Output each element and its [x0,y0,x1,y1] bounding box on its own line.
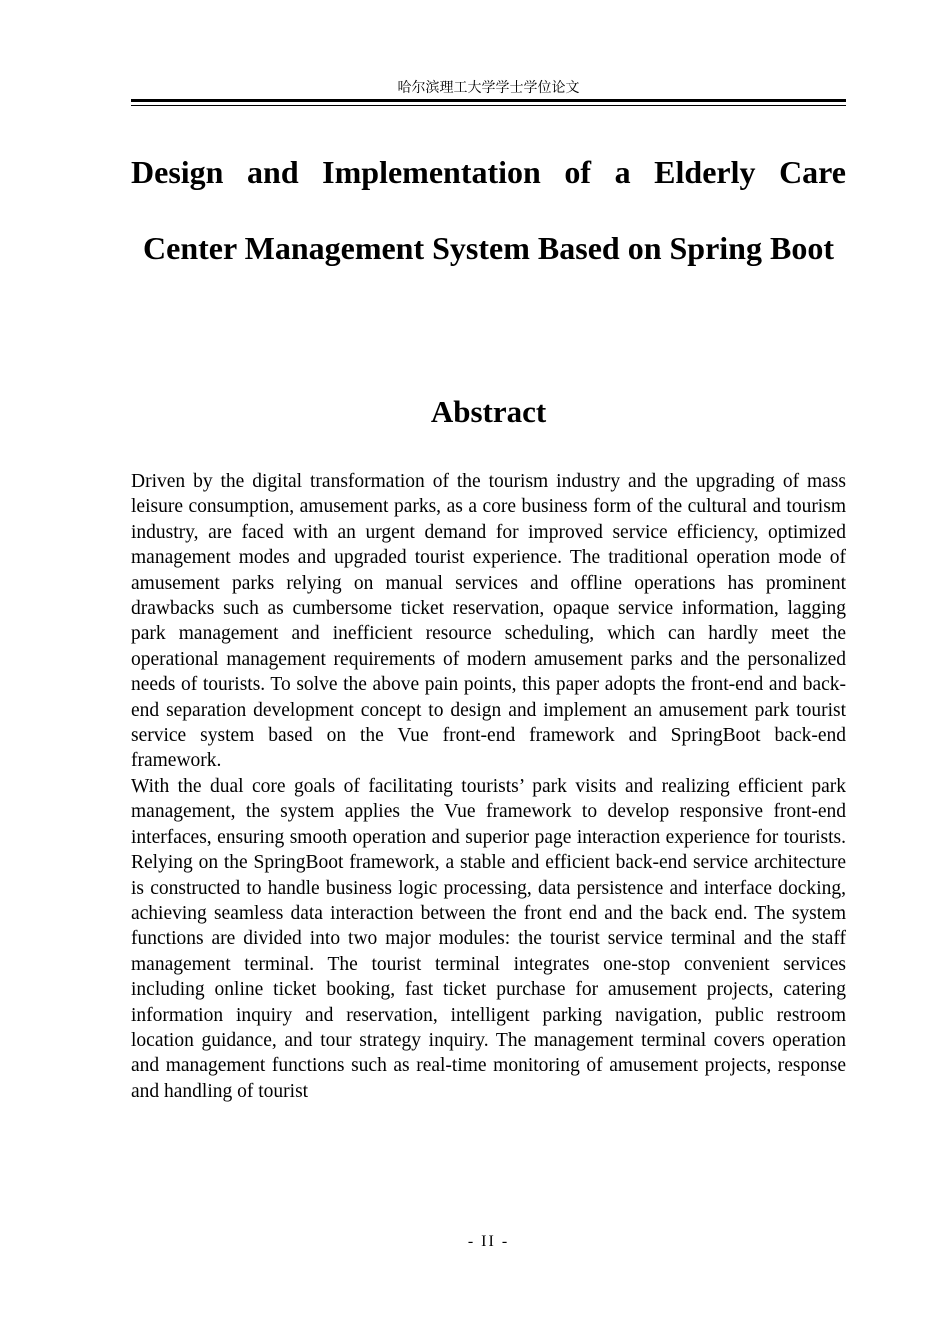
page-number: - II - [467,1233,510,1250]
abstract-heading: Abstract [430,394,547,429]
header-double-rule [131,99,846,106]
abstract-paragraph-2: With the dual core goals of facilitating tourists’ park visits and realizing efficient park management, the system applies the Vue framework to develop responsive front-end interfaces, ensuring smooth operation and superior page interaction experience for tourists. Relying on the SpringBoot framework, a stable and efficient back-end service architecture is constructed to handle business logic processing, data persistence and interface docking, achieving seamless data interaction between the front end and the back end. The system functions are divided into two major modules: the tourist service terminal and the staff management terminal. The tourist terminal integrates one-stop convenient services including online ticket booking, fast ticket purchase for amusement projects, catering information inquiry and reservation, intelligent parking navigation, public restroom location guidance, and tour strategy inquiry. The management terminal covers operation and management functions such as real-time monitoring of amusement projects, response and handling of tourist [131,775,846,1102]
thesis-title: Design and Implementation of a Elderly Care Center Management System Based on Spring Boot [131,154,846,266]
abstract-paragraph-1: Driven by the digital transformation of the tourism industry and the upgrading of mass leisure consumption, amusement parks, as a core business form of the cultural and tourism industry, are faced with an urgent demand for improved service efficiency, optimized management modes and upgraded tourist experience. The traditional operation mode of amusement parks relying on manual services and offline operations has prominent drawbacks such as cumbersome ticket reservation, opaque service information, lagging park management and inefficient resource scheduling, which can hardly meet the operational management requirements of modern amusement parks and the personalized needs of tourists. To solve the above pain points, this paper adopts the front-end and back-end separation development concept to design and implement an amusement park tourist service system based on the Vue front-end framework and SpringBoot back-end framework. [131,471,846,772]
abstract-body [131,469,846,1209]
running-header: 哈尔滨理工大学学士学位论文 [397,80,580,96]
